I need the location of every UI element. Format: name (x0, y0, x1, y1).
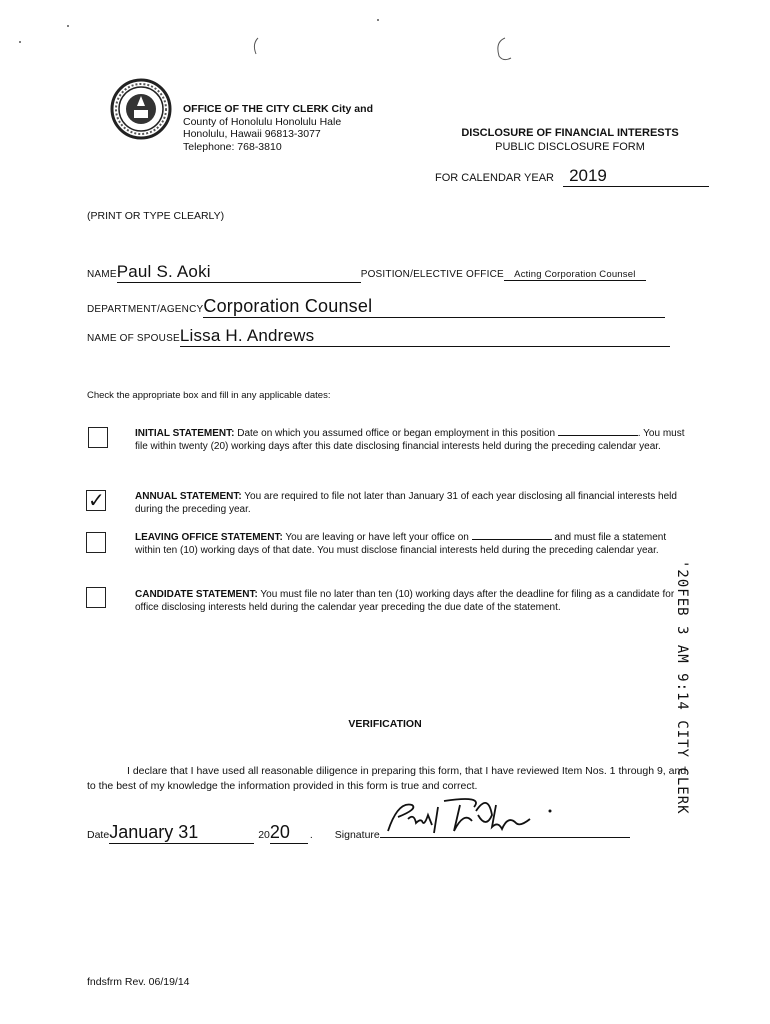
department-row (87, 296, 665, 318)
initial-date-blank[interactable] (558, 435, 638, 436)
annual-statement-checkbox[interactable] (86, 490, 106, 511)
name-label: NAME (87, 269, 117, 280)
candidate-statement-text: You must file no later than ten (10) working days after the deadline for filing as a candidate for office disclosing interests held during the calendar year preceding the due date of the statement. (135, 589, 675, 613)
position-field[interactable]: Acting Corporation Counsel (504, 269, 646, 281)
date-field[interactable]: January 31 (109, 822, 254, 844)
initial-statement (135, 428, 690, 453)
leaving-statement (135, 532, 690, 557)
check-mark-icon: ✓ (88, 490, 105, 512)
leaving-statement-checkbox[interactable] (86, 532, 106, 553)
office-phone: Telephone: 768-3810 (183, 140, 282, 153)
initial-statement-checkbox[interactable] (88, 427, 108, 448)
candidate-statement (135, 589, 690, 614)
spouse-row (87, 326, 670, 347)
form-revision: fndsfrm Rev. 06/19/14 (87, 976, 190, 988)
position-label: POSITION/ELECTIVE OFFICE (360, 269, 504, 280)
signature-label: Signature (334, 829, 380, 841)
annual-statement (135, 491, 690, 516)
leaving-statement-text-b: and must file a statement within ten (10) working days of that date. You must disclose financial interests held during the preceding calendar year. (135, 532, 667, 556)
date-label: Date (87, 829, 110, 841)
office-line-2: County of Honolulu Honolulu Hale (183, 115, 342, 128)
verification-heading: VERIFICATION (348, 718, 422, 730)
leaving-statement-text-a: You are leaving or have left your office on (285, 532, 469, 543)
candidate-statement-label: CANDIDATE STATEMENT: (135, 589, 258, 600)
department-field[interactable]: Corporation Counsel (203, 296, 665, 318)
received-date-stamp: '20FEB 3 AM 9:14 CITY CLERK (674, 560, 690, 815)
office-address (183, 103, 373, 153)
form-title (420, 126, 720, 154)
annual-statement-text: You are required to file not later than January 31 of each year disclosing all financial interests held during the preceding year. (135, 491, 677, 515)
verification-declaration: I declare that I have used all reasonable diligence in preparing this form, that I have reviewed Item Nos. 1 through 9, and to the best of my knowledge the information provided in this form is true and correct. (87, 765, 687, 792)
initial-statement-text-a: Date on which you assumed office or began employment in this position (237, 428, 556, 439)
annual-statement-label: ANNUAL STATEMENT: (135, 491, 242, 502)
name-field[interactable]: Paul S. Aoki (117, 262, 361, 283)
spouse-label: NAME OF SPOUSE (87, 333, 180, 344)
leaving-statement-label: LEAVING OFFICE STATEMENT: (135, 532, 283, 543)
print-note: (PRINT OR TYPE CLEARLY) (87, 210, 225, 222)
calendar-year-row (435, 166, 709, 187)
signature-icon (380, 795, 580, 839)
name-row (87, 262, 646, 283)
initial-statement-text-b: . You must file within twenty (20) working days after this date disclosing financial interests held during the preceding calendar year. (135, 428, 685, 452)
date-signature-row: DateJanuary 31 2020 . Signature (87, 817, 630, 844)
department-label: DEPARTMENT/AGENCY (87, 304, 204, 315)
signature-field[interactable] (380, 817, 630, 838)
office-name: OFFICE OF THE CITY CLERK City and (183, 103, 373, 115)
city-seal-icon (110, 78, 172, 140)
candidate-statement-checkbox[interactable] (86, 587, 106, 608)
form-title-sub: PUBLIC DISCLOSURE FORM (495, 141, 645, 153)
spouse-field[interactable]: Lissa H. Andrews (180, 326, 670, 347)
office-line-3: Honolulu, Hawaii 96813-3077 (183, 128, 321, 140)
leaving-date-blank[interactable] (472, 539, 552, 540)
form-title-main: DISCLOSURE OF FINANCIAL INTERESTS (461, 127, 679, 139)
calendar-year-value[interactable]: 2019 (563, 166, 709, 187)
initial-statement-label: INITIAL STATEMENT: (135, 428, 235, 439)
year-prefix: 20 (258, 829, 270, 841)
instructions: Check the appropriate box and fill in any applicable dates: (87, 390, 331, 401)
year-field[interactable]: 20 (270, 822, 308, 844)
scan-marks (0, 0, 770, 80)
calendar-year-label: FOR CALENDAR YEAR (435, 172, 554, 184)
